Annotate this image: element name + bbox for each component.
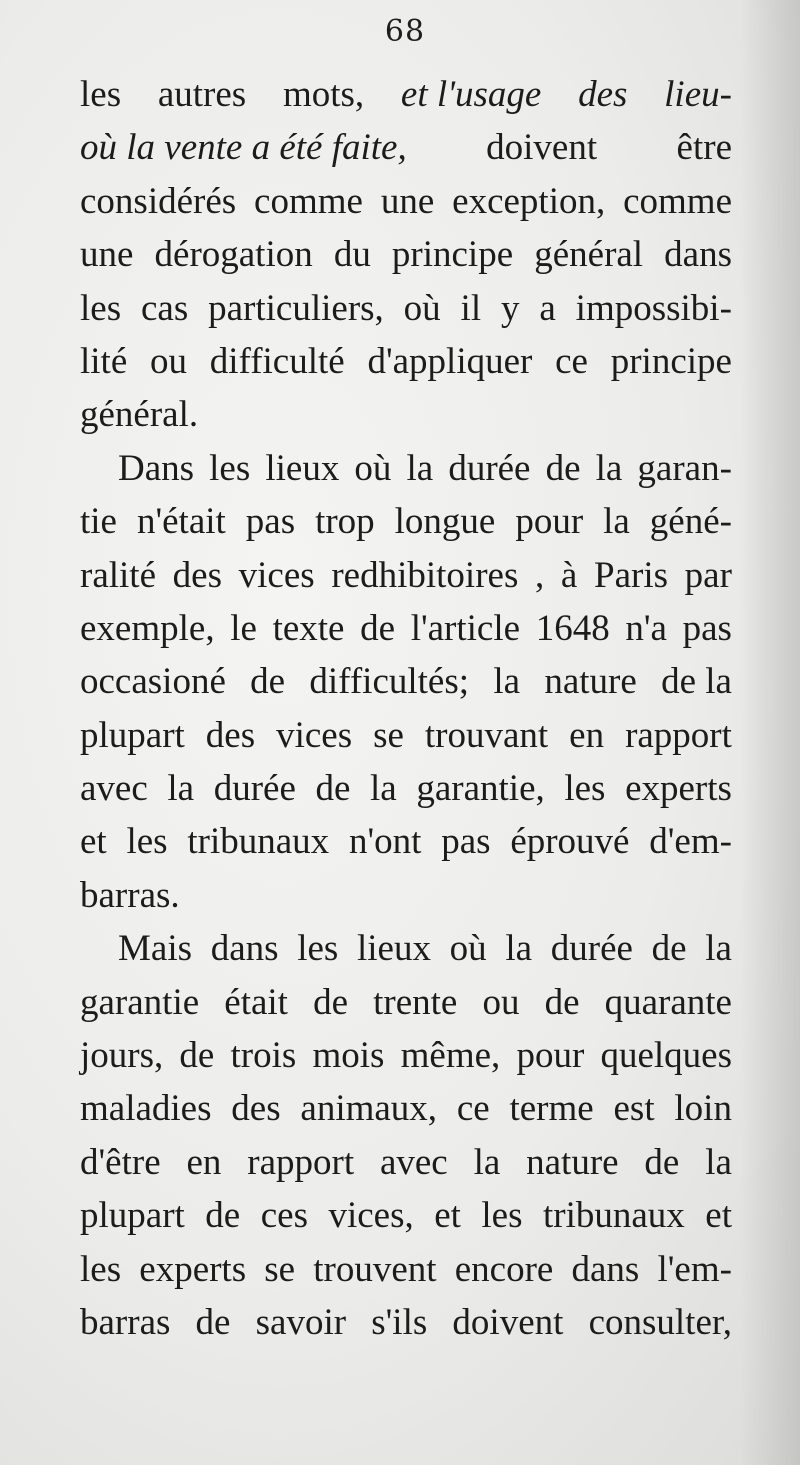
word: ralité xyxy=(80,554,157,596)
word: occasioné xyxy=(80,661,226,703)
word: consulter, xyxy=(588,1301,732,1343)
word: les xyxy=(564,768,606,810)
word: général. xyxy=(80,394,199,436)
word: géné- xyxy=(649,501,732,543)
word: exception, xyxy=(452,180,606,222)
word: avec xyxy=(379,1141,448,1183)
word: la xyxy=(406,447,434,489)
word: la xyxy=(705,928,732,970)
text-line xyxy=(80,602,732,655)
word: de la xyxy=(661,661,732,703)
word: l'em- xyxy=(657,1248,732,1290)
word: s'ils xyxy=(371,1301,428,1343)
word: ou xyxy=(482,981,520,1023)
word: durée xyxy=(448,447,531,489)
word: dans xyxy=(571,1248,640,1290)
word: il xyxy=(460,287,482,329)
text-line xyxy=(80,869,732,922)
word: de xyxy=(360,607,396,649)
word: général xyxy=(534,234,644,276)
word: longue xyxy=(394,501,496,543)
word: rapport xyxy=(247,1141,355,1183)
word: vices xyxy=(276,714,353,756)
word: y xyxy=(500,287,520,329)
text-line xyxy=(80,388,732,441)
word: quarante xyxy=(604,981,732,1023)
word: d'être xyxy=(80,1141,161,1183)
word: les xyxy=(126,821,168,863)
word: les xyxy=(80,74,122,115)
text-line xyxy=(80,282,732,335)
word: n'était xyxy=(136,501,226,543)
word: les xyxy=(80,1248,122,1290)
word: barras xyxy=(80,1301,171,1343)
word: n'ont xyxy=(348,821,422,863)
word: encore xyxy=(454,1248,554,1290)
word: la xyxy=(505,928,533,970)
text-line xyxy=(80,762,732,815)
word: se xyxy=(373,714,404,756)
word: experts xyxy=(139,1248,247,1290)
word: des xyxy=(231,1088,281,1130)
word: principe xyxy=(610,340,732,382)
word: terme xyxy=(509,1088,594,1130)
word: de xyxy=(644,1141,680,1183)
text-line xyxy=(80,228,732,281)
word: cas xyxy=(140,287,189,329)
word: garan- xyxy=(637,447,732,489)
word: maladies xyxy=(80,1088,212,1130)
word: ce xyxy=(555,340,588,382)
word: et xyxy=(80,821,107,863)
word: les xyxy=(80,287,122,329)
text-line xyxy=(80,442,732,495)
word: la xyxy=(493,661,521,703)
word: les xyxy=(209,447,251,489)
word: dans xyxy=(210,928,279,970)
word: exemple, xyxy=(80,607,215,649)
word: l'article xyxy=(410,607,521,649)
word: durée xyxy=(213,768,296,810)
text-line xyxy=(80,976,732,1029)
text-line xyxy=(80,709,732,762)
text-line xyxy=(80,1136,732,1189)
word: , xyxy=(535,554,545,596)
word: et l'usage xyxy=(400,74,542,115)
word: pour xyxy=(515,501,584,543)
word: où xyxy=(449,928,487,970)
word: des xyxy=(578,74,628,115)
word: texte xyxy=(272,607,345,649)
text-line xyxy=(80,1296,732,1349)
word: des xyxy=(172,554,222,596)
word: dérogation xyxy=(154,234,313,276)
text-line xyxy=(80,922,732,975)
text-line xyxy=(80,68,732,121)
word: trouvant xyxy=(424,714,549,756)
page-number: 68 xyxy=(384,14,426,49)
word: difficulté xyxy=(209,340,345,382)
word: nature xyxy=(544,661,637,703)
text-line xyxy=(80,1189,732,1242)
word: trois xyxy=(230,1035,297,1077)
word: ou xyxy=(150,340,188,382)
word: la xyxy=(370,768,397,810)
word: dans xyxy=(664,234,732,276)
word: et xyxy=(705,1195,732,1237)
word: lieu- xyxy=(664,74,732,115)
word: où xyxy=(354,447,392,489)
word: garantie, xyxy=(416,768,545,810)
word: n'a xyxy=(625,607,667,649)
word: lieux xyxy=(265,447,340,489)
word: le xyxy=(230,607,257,649)
word: éprouvé xyxy=(510,821,630,863)
word: lité xyxy=(80,340,128,382)
word: de xyxy=(544,981,580,1023)
word: la xyxy=(473,1141,501,1183)
word: de xyxy=(250,661,286,703)
word: avec xyxy=(80,768,148,810)
word: et xyxy=(434,1195,461,1237)
word: redhibitoires xyxy=(331,554,519,596)
word: pas xyxy=(682,607,732,649)
word: mots, xyxy=(282,74,365,115)
word: difficultés; xyxy=(309,661,470,703)
text-line xyxy=(80,815,732,868)
word: experts xyxy=(625,768,732,810)
word: impossibi- xyxy=(575,287,732,329)
word: autres xyxy=(157,74,247,115)
text-line xyxy=(80,495,732,548)
word: est xyxy=(613,1088,655,1130)
word: a xyxy=(539,287,556,329)
text-line xyxy=(80,1243,732,1296)
word: loin xyxy=(674,1088,732,1130)
word: où la vente a été faite, xyxy=(80,127,407,169)
word: quelques xyxy=(600,1035,732,1077)
word: tie xyxy=(80,501,117,543)
word: la xyxy=(603,501,630,543)
word: savoir xyxy=(255,1301,347,1343)
word: par xyxy=(684,554,732,596)
word: plupart xyxy=(80,1195,185,1237)
word: tribunaux xyxy=(187,821,330,863)
word: de xyxy=(195,1301,231,1343)
word: une xyxy=(80,234,134,276)
word: mois xyxy=(312,1035,385,1077)
word: de xyxy=(179,1035,215,1077)
page-edge-shadow xyxy=(740,0,800,1465)
word: trente xyxy=(373,981,458,1023)
word: vices xyxy=(238,554,315,596)
word: pas xyxy=(441,821,491,863)
word: garantie xyxy=(80,981,200,1023)
word: Mais xyxy=(118,928,192,970)
word: pour xyxy=(516,1035,585,1077)
word: pas xyxy=(245,501,296,543)
word: comme xyxy=(254,180,363,222)
word: barras. xyxy=(80,874,180,916)
word: durée xyxy=(550,928,633,970)
word: de xyxy=(315,768,351,810)
word: trouvent xyxy=(313,1248,437,1290)
word: en xyxy=(186,1141,222,1183)
word: de xyxy=(545,447,581,489)
word: de xyxy=(651,928,687,970)
text-line xyxy=(80,1029,732,1082)
word: doivent xyxy=(452,1301,564,1343)
word: d'appliquer xyxy=(367,340,533,382)
word: était xyxy=(224,981,288,1023)
word: même, xyxy=(400,1035,501,1077)
word: des xyxy=(205,714,256,756)
word: principe xyxy=(391,234,514,276)
word: animaux, xyxy=(300,1088,438,1130)
text-line xyxy=(80,549,732,602)
text-line xyxy=(80,1082,732,1135)
word: jours, xyxy=(80,1035,164,1077)
word: la xyxy=(705,1141,732,1183)
word: trop xyxy=(315,501,375,543)
word: une xyxy=(380,180,435,222)
word: la xyxy=(167,768,195,810)
word: les xyxy=(481,1195,523,1237)
word: nature xyxy=(526,1141,619,1183)
word: rapport xyxy=(625,714,732,756)
word: du xyxy=(333,234,371,276)
word: plupart xyxy=(80,714,185,756)
word: la xyxy=(595,447,623,489)
word: Paris xyxy=(594,554,669,596)
word: de xyxy=(205,1195,241,1237)
text-line xyxy=(80,175,732,228)
word: ces xyxy=(260,1195,308,1237)
word: d'em- xyxy=(649,821,732,863)
word: les xyxy=(297,928,339,970)
word: particuliers, xyxy=(208,287,384,329)
word: Dans xyxy=(118,447,195,489)
body-text xyxy=(80,68,732,1349)
word: à xyxy=(560,554,578,596)
word: de xyxy=(313,981,348,1023)
word: en xyxy=(569,714,605,756)
word: lieux xyxy=(357,928,431,970)
word: vices, xyxy=(328,1195,414,1237)
word: comme xyxy=(623,180,732,222)
word: doivent xyxy=(486,127,598,169)
text-line xyxy=(80,655,732,708)
text-line xyxy=(80,121,732,174)
word: considérés xyxy=(80,180,237,222)
word: où xyxy=(403,287,441,329)
text-line xyxy=(80,335,732,388)
word: 1648 xyxy=(535,607,610,649)
word: se xyxy=(264,1248,296,1290)
word: tribunaux xyxy=(543,1195,685,1237)
word: être xyxy=(676,127,732,169)
word: ce xyxy=(456,1088,490,1130)
